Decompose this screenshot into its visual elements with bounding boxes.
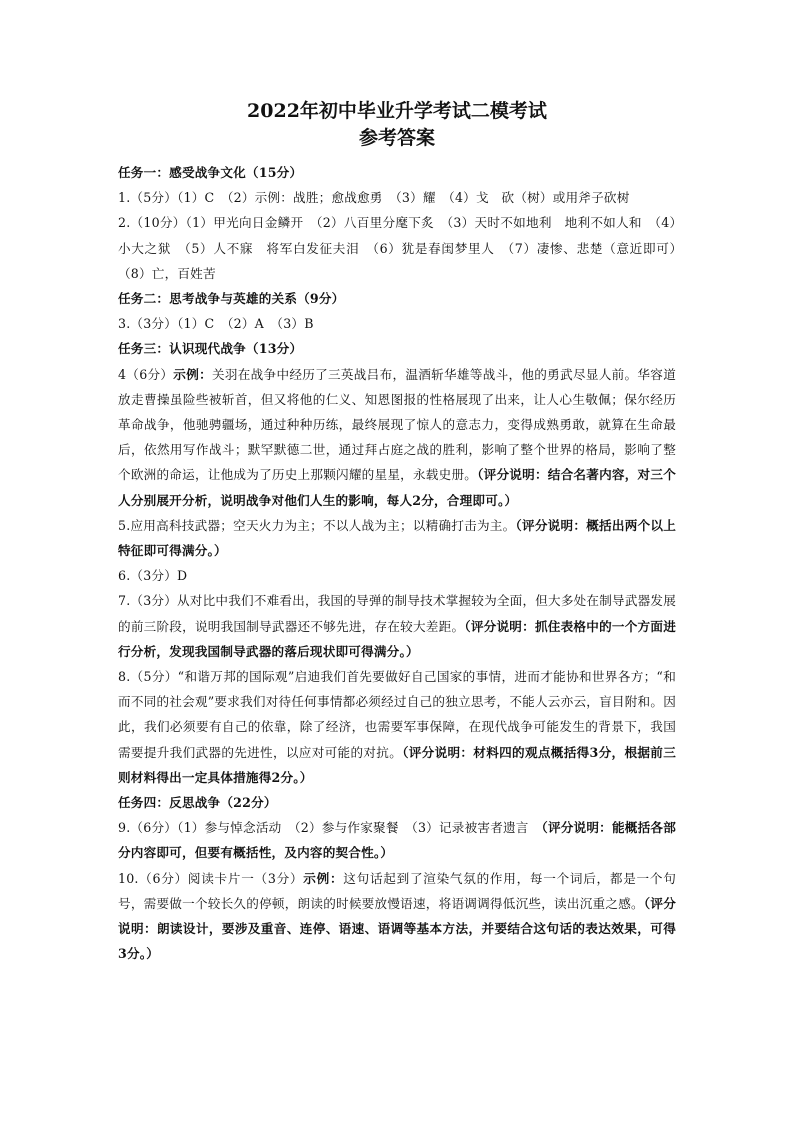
task1-heading: 任务一：感受战争文化（15分） bbox=[118, 165, 303, 180]
task3-heading: 任务三：认识现代战争（13分） bbox=[118, 341, 303, 357]
q8-scoring-note: （评分说明：材料四的观点概括得3分，根据前三则材料得出一定具体措施得2分。） bbox=[118, 744, 676, 785]
q5-scoring-note: （评分说明：概括出两个以上特征即可得满分。） bbox=[118, 517, 676, 559]
answer-q9 bbox=[118, 815, 676, 865]
q10-scoring-note: （评分说明：朗读设计，要涉及重音、连停、语速、语调等基本方法，并要结合这句话的表达效果，可得3分。） bbox=[118, 895, 676, 962]
page-title: 2022年初中毕业升学考试二模考试 bbox=[247, 100, 547, 122]
answer-q4 bbox=[118, 362, 676, 513]
answer-q2: 2.（10分）（1）甲光向日金鳞开 （2）八百里分麾下炙 （3）天时不如地利 地利不如人和 （4）小大之狱 （5）人不寐 将军白发征夫泪 （6）犹是春闺梦里人 （7）凄惨、悲楚（意近即可） （8）亡，百姓苦 bbox=[118, 215, 689, 281]
answer-sheet-page bbox=[118, 96, 689, 967]
q7-text: 7.（3分）从对比中我们不难看出，我国的导弹的制导技术掌握较为全面，但大多处在制导武器发展的前三阶段，说明我国制导武器还不够先进，存在较大差距。 bbox=[118, 593, 676, 634]
q8-text: 8.（5分）“和谐万邦的国际观”启迪我们首先要做好自己国家的事情，进而才能协和世界各方；“和而不同的社会观”要求我们对待任何事情都必须经过自己的独立思考，不能人云亦云，盲目附和。因此，我们必须要有自己的依靠，除了经济，也需要军事保障，在现代战争可能发生的背景下，我国需要提升我们武器的先进性，以应对可能的对抗。 bbox=[118, 669, 676, 760]
q9-text: 9.（6分）（1）参与悼念活动 （2）参与作家聚餐 （3）记录被害者遗言 bbox=[118, 820, 542, 836]
answer-content bbox=[118, 160, 689, 967]
q4-prefix: 4（6分） bbox=[118, 366, 174, 382]
page-subtitle: 参考答案 bbox=[358, 127, 435, 149]
q10-example-label: 示例： bbox=[303, 870, 344, 886]
answer-q7 bbox=[118, 588, 676, 664]
answer-q3: 3.（3分）（1）C （2）A （3）B bbox=[118, 316, 314, 332]
answer-q5 bbox=[118, 513, 676, 563]
task4-heading: 任务四：反思战争（22分） bbox=[118, 795, 277, 811]
answer-q10 bbox=[118, 866, 676, 967]
answer-q8 bbox=[118, 664, 676, 790]
q4-scoring-note: （评分说明：结合名著内容，对三个人分别展开分析，说明战争对他们人生的影响，每人2分，合理即可。） bbox=[118, 467, 676, 508]
q5-text: 5.应用高科技武器；空天火力为主；不以人战为主；以精确打击为主。 bbox=[118, 517, 516, 533]
q10-text: 这句话起到了渲染气氛的作用，每一个词后，都是一个句号，需要做一个较长久的停顿，朗读的时候要放慢语速，将语调调得低沉些，读出沉重之感。 bbox=[118, 870, 677, 911]
q10-prefix: 10.（6分）阅读卡片一（3分） bbox=[118, 870, 304, 886]
task2-heading: 任务二：思考战争与英雄的关系（9分） bbox=[118, 291, 345, 307]
q4-example-label: 示例： bbox=[173, 366, 212, 382]
q7-scoring-note: （评分说明：抓住表格中的一个方面进行分析，发现我国制导武器的落后现状即可得满分。） bbox=[118, 618, 676, 659]
q4-text: 关羽在战争中经历了三英战吕布，温酒斩华雄等战斗，他的勇武尽显人前。华容道放走曹操虽险些被斩首，但又将他的仁义、知恩图报的性格展现了出来，让人心生敬佩；保尔经历革命战争，他驰骋疆场，通过种种历练，最终展现了惊人的意志力，变得成熟勇敢，就算在生命最后，依然用写作战斗；默罕默德二世，通过拜占庭之战的胜利，影响了整个世界的格局，影响了整个欧洲的命运，让他成为了历史上那颗闪耀的星星，永载史册。 bbox=[118, 366, 676, 483]
answer-q1: 1.（5分）（1）C （2）示例：战胜；愈战愈勇 （3）耀 （4）戈 砍（树）或用斧子砍树 bbox=[118, 190, 630, 206]
answer-q6: 6.（3分）D bbox=[118, 568, 188, 584]
q9-scoring-note: （评分说明：能概括各部分内容即可，但要有概括性，及内容的契合性。） bbox=[118, 820, 676, 861]
